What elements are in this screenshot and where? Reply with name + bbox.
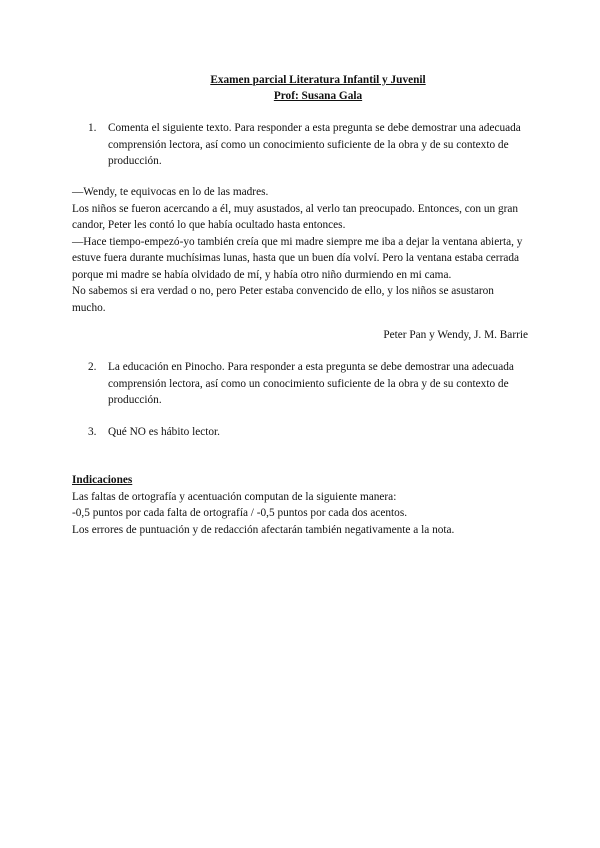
question-number: 1. [88,122,97,134]
indications-line: Los errores de puntuación y de redacción afectarán también negativamente a la nota. [72,523,455,536]
question-1 [88,120,528,170]
text-excerpt [72,184,528,316]
question-2 [88,359,528,409]
indications-line: -0,5 puntos por cada falta de ortografía / -0,5 puntos por cada dos acentos. [72,507,408,519]
indications-title: Indicaciones [72,474,133,486]
excerpt-paragraph: Los niños se fueron acercando a él, muy asustados, al verlo tan preocupado. Entonces, con un gran candor, Peter les contó lo que había ocultado hasta entonces. [72,202,519,231]
question-text: Qué NO es hábito lector. [108,426,220,438]
excerpt-paragraph: —Wendy, te equivocas en lo de las madres. [72,186,269,198]
excerpt-attribution: Peter Pan y Wendy, J. M. Barrie [383,329,528,341]
exam-header [0,72,600,104]
exam-title: Examen parcial Literatura Infantil y Juvenil [210,74,426,86]
indications-line: Las faltas de ortografía y acentuación computan de la siguiente manera: [72,490,397,503]
question-3 [88,424,528,441]
question-text: La educación en Pinocho. Para responder a esta pregunta se debe demostrar una adecuada comprensión lectora, así como un conocimiento suficiente de la obra y de su contexto de producción. [108,361,514,406]
professor-name: Prof: Susana Gala [273,90,363,102]
indications-section [72,472,532,538]
excerpt-paragraph: —Hace tiempo-empezó-yo también creía que mi madre siempre me iba a dejar la ventana abierta, y estuve fuera durante muchísimas lunas, hasta que un buen día volví. Pero la ventana estaba cerrada porque mi madre se había olvidado de mí, y había otro niño durmiendo en mi cama. [72,235,523,281]
question-number: 3. [88,426,97,438]
question-text: Comenta el siguiente texto. Para responder a esta pregunta se debe demostrar una adecuada comprensión lectora, así como un conocimiento suficiente de la obra y de su contexto de producción. [108,122,521,167]
question-number: 2. [88,361,97,373]
excerpt-paragraph: No sabemos si era verdad o no, pero Peter estaba convencido de ello, y los niños se asustaron mucho. [72,285,494,314]
